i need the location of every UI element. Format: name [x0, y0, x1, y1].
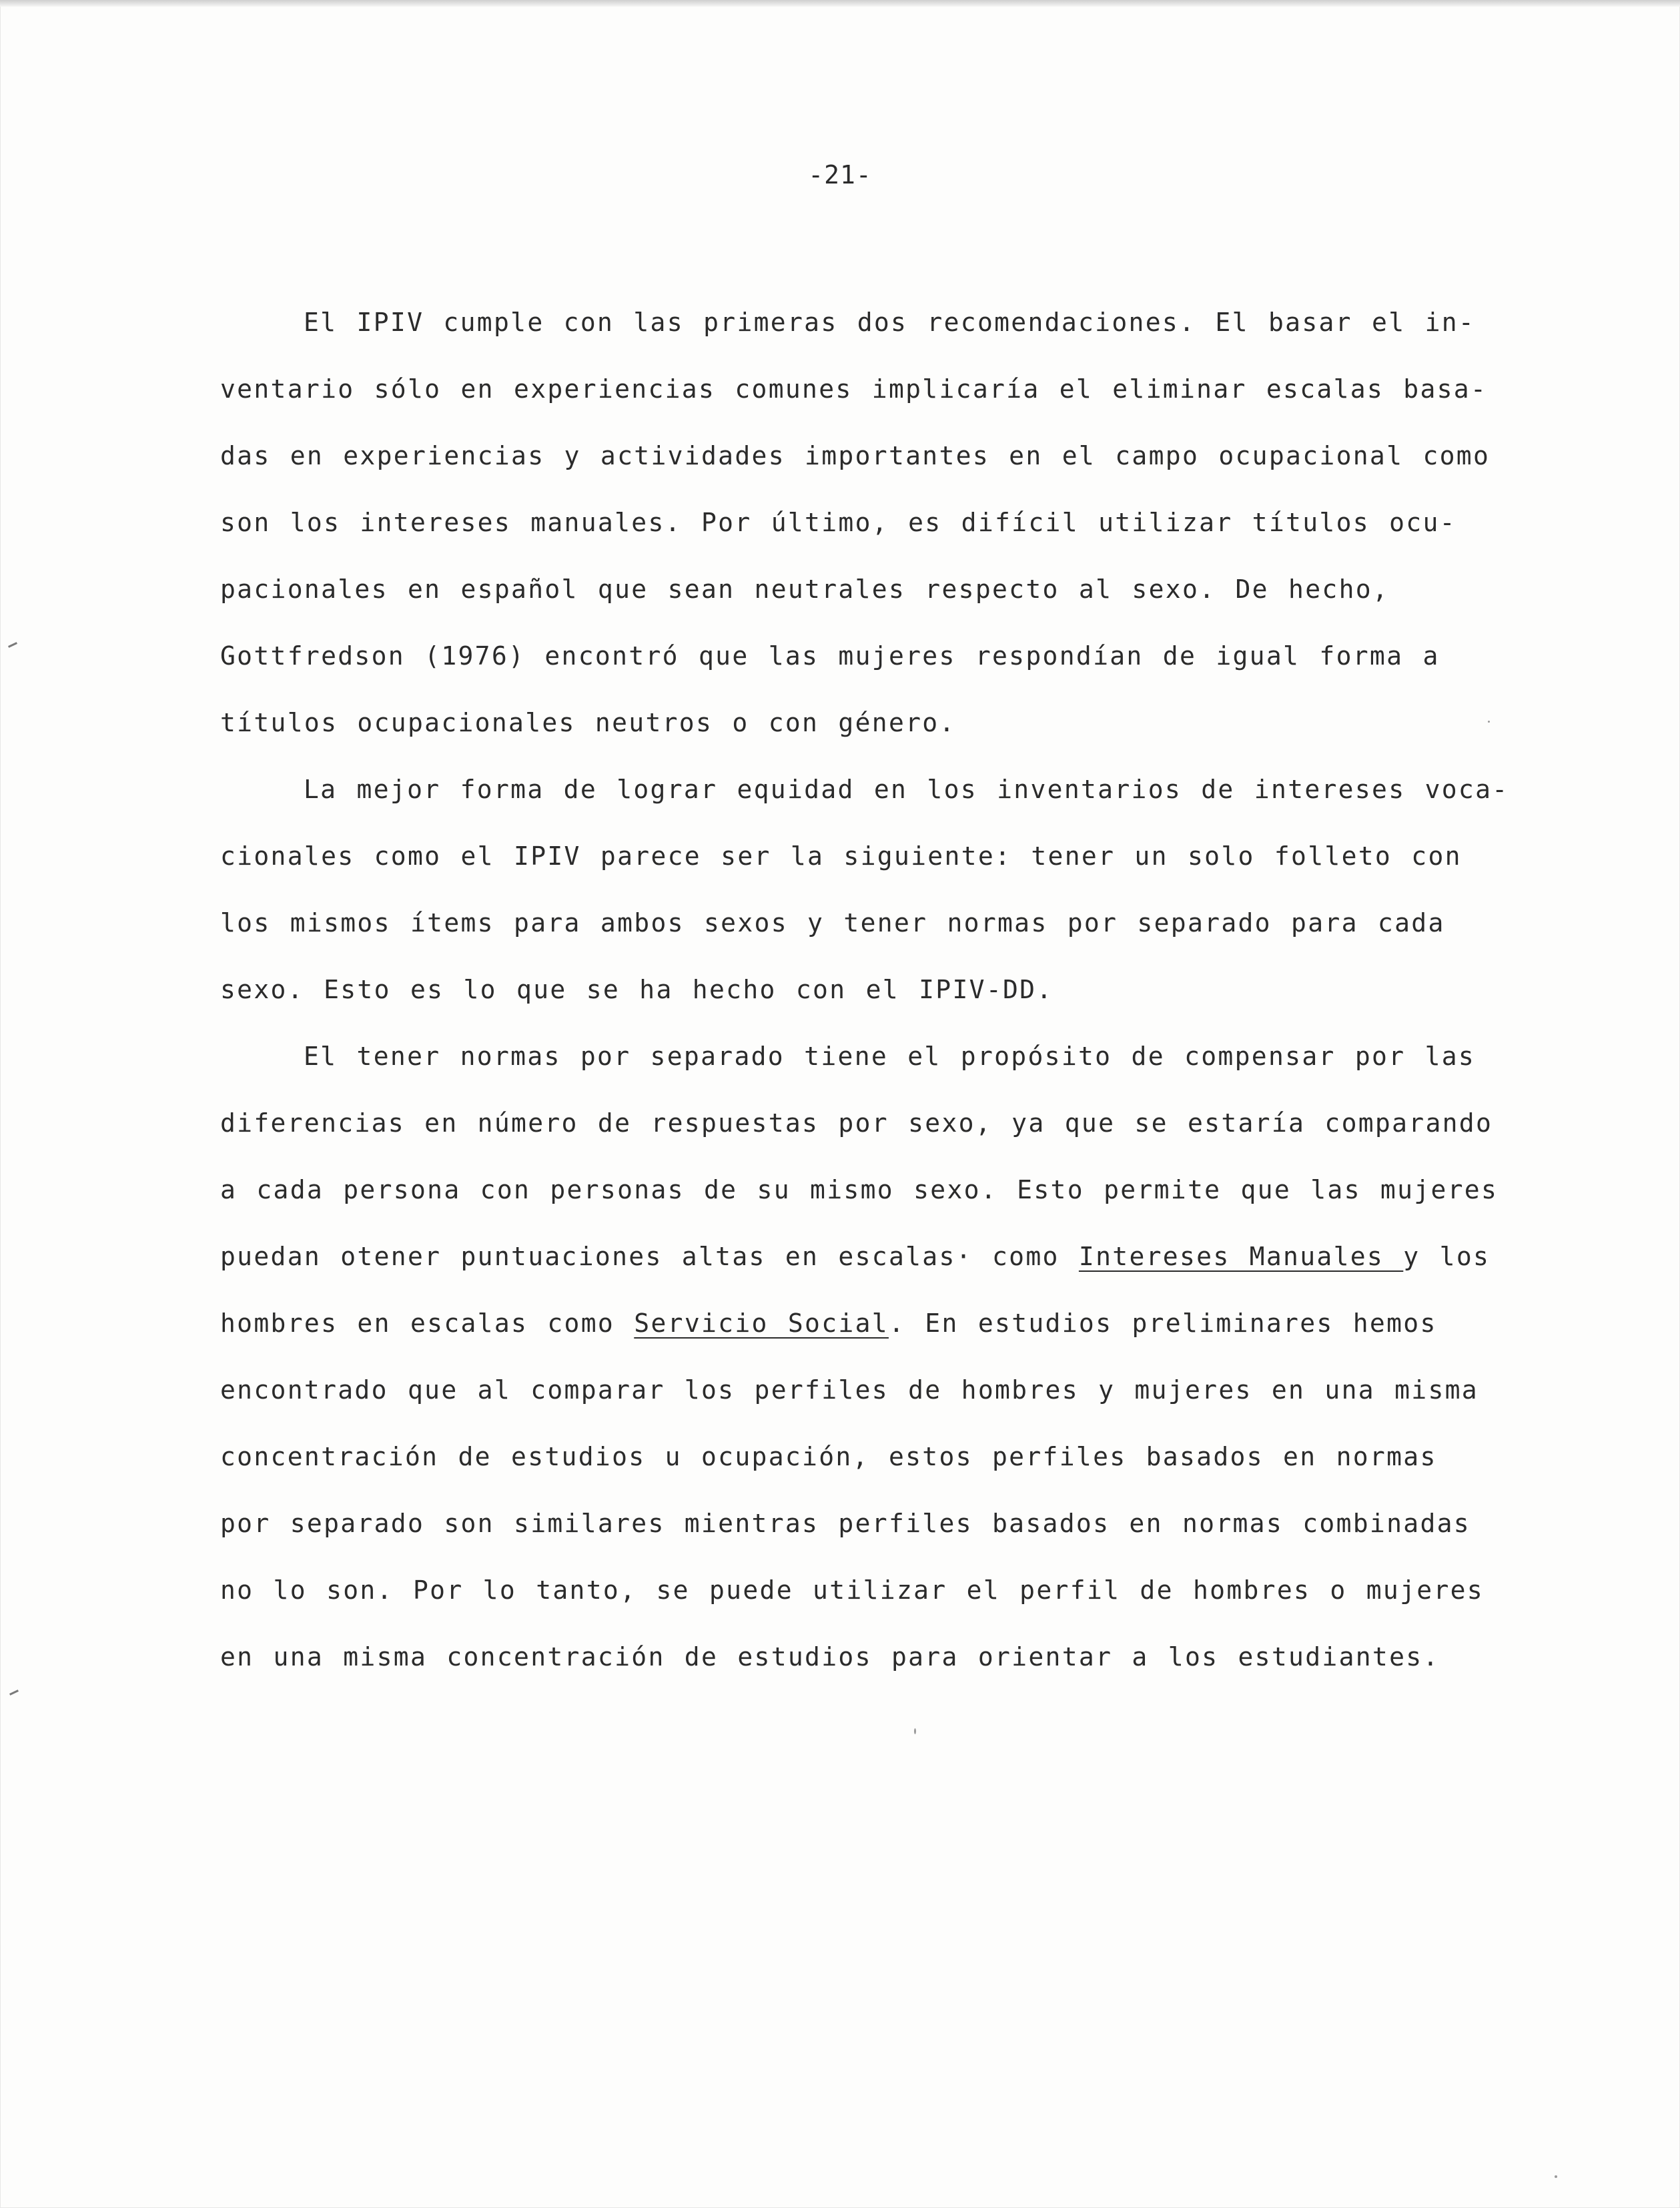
text-line — [220, 1503, 1501, 1570]
text-segment: La mejor forma de lograr equidad en los inventarios de intereses voca- — [304, 775, 1509, 804]
text-line — [220, 836, 1501, 903]
text-line — [220, 369, 1501, 436]
margin-mark — [8, 642, 17, 648]
text-segment: en una misma concentración de estudios para orientar a los estudiantes. — [220, 1642, 1440, 1672]
text-segment: puedan otener puntuaciones altas en escalas· como — [220, 1242, 1079, 1271]
text-segment: ventario sólo en experiencias comunes implicaría el eliminar escalas basa- — [220, 374, 1488, 404]
text-segment: los mismos ítems para ambos sexos y tener normas por separado para cada — [220, 908, 1445, 938]
text-segment: diferencias en número de respuestas por sexo, ya que se estaría comparando — [220, 1108, 1493, 1138]
text-segment: hombres en escalas como — [220, 1309, 635, 1338]
text-segment: por separado son similares mientras perfiles basados en normas combinadas — [220, 1509, 1471, 1538]
text-line — [220, 302, 1501, 369]
text-line — [220, 1303, 1501, 1370]
text-line — [220, 1036, 1501, 1103]
underlined-term: Servicio Social — [634, 1309, 889, 1338]
text-segment: das en experiencias y actividades importantes en el campo ocupacional como — [220, 441, 1491, 470]
text-line — [220, 970, 1501, 1036]
page-number: -21- — [808, 160, 872, 190]
text-line — [220, 502, 1501, 569]
text-line — [220, 903, 1501, 970]
scan-speck — [1555, 2175, 1557, 2178]
text-segment: pacionales en español que sean neutrales respecto al sexo. De hecho, — [220, 575, 1390, 604]
text-line — [220, 1370, 1501, 1437]
text-line — [220, 1103, 1501, 1170]
text-line — [220, 703, 1501, 769]
text-segment: a cada persona con personas de su mismo sexo. Esto permite que las mujeres — [220, 1175, 1499, 1204]
text-line — [220, 769, 1509, 836]
text-line — [220, 1236, 1501, 1303]
text-segment: títulos ocupacionales neutros o con género. — [220, 708, 956, 737]
scan-speck — [1488, 721, 1490, 723]
text-line — [220, 436, 1501, 502]
text-line — [220, 1637, 1501, 1704]
text-segment: y los — [1403, 1242, 1491, 1271]
text-line — [220, 569, 1501, 636]
text-segment: . En estudios preliminares hemos — [888, 1309, 1437, 1338]
text-line — [220, 636, 1501, 703]
text-segment: El tener normas por separado tiene el propósito de compensar por las — [304, 1042, 1476, 1071]
text-line — [220, 1170, 1501, 1236]
text-segment: no lo son. Por lo tanto, se puede utilizar el perfil de hombres o mujeres — [220, 1575, 1484, 1605]
text-segment: El IPIV cumple con las primeras dos recomendaciones. El basar el in- — [304, 308, 1476, 337]
text-line — [220, 1437, 1501, 1503]
text-segment: son los intereses manuales. Por último, es difícil utilizar títulos ocu- — [220, 508, 1456, 537]
text-segment: Gottfredson (1976) encontró que las mujeres respondían de igual forma a — [220, 641, 1440, 671]
body-text — [220, 302, 1509, 1704]
text-line — [220, 1570, 1501, 1637]
text-segment: concentración de estudios u ocupación, estos perfiles basados en normas — [220, 1442, 1437, 1471]
text-segment: sexo. Esto es lo que se ha hecho con el IPIV-DD. — [220, 975, 1054, 1004]
margin-mark — [9, 1690, 19, 1696]
scan-speck — [914, 1728, 916, 1734]
scan-top-edge — [0, 0, 1680, 7]
text-segment: cionales como el IPIV parece ser la siguiente: tener un solo folleto con — [220, 841, 1462, 871]
underlined-term: Intereses Manuales — [1078, 1242, 1404, 1271]
text-segment: encontrado que al comparar los perfiles de hombres y mujeres en una misma — [220, 1375, 1479, 1405]
